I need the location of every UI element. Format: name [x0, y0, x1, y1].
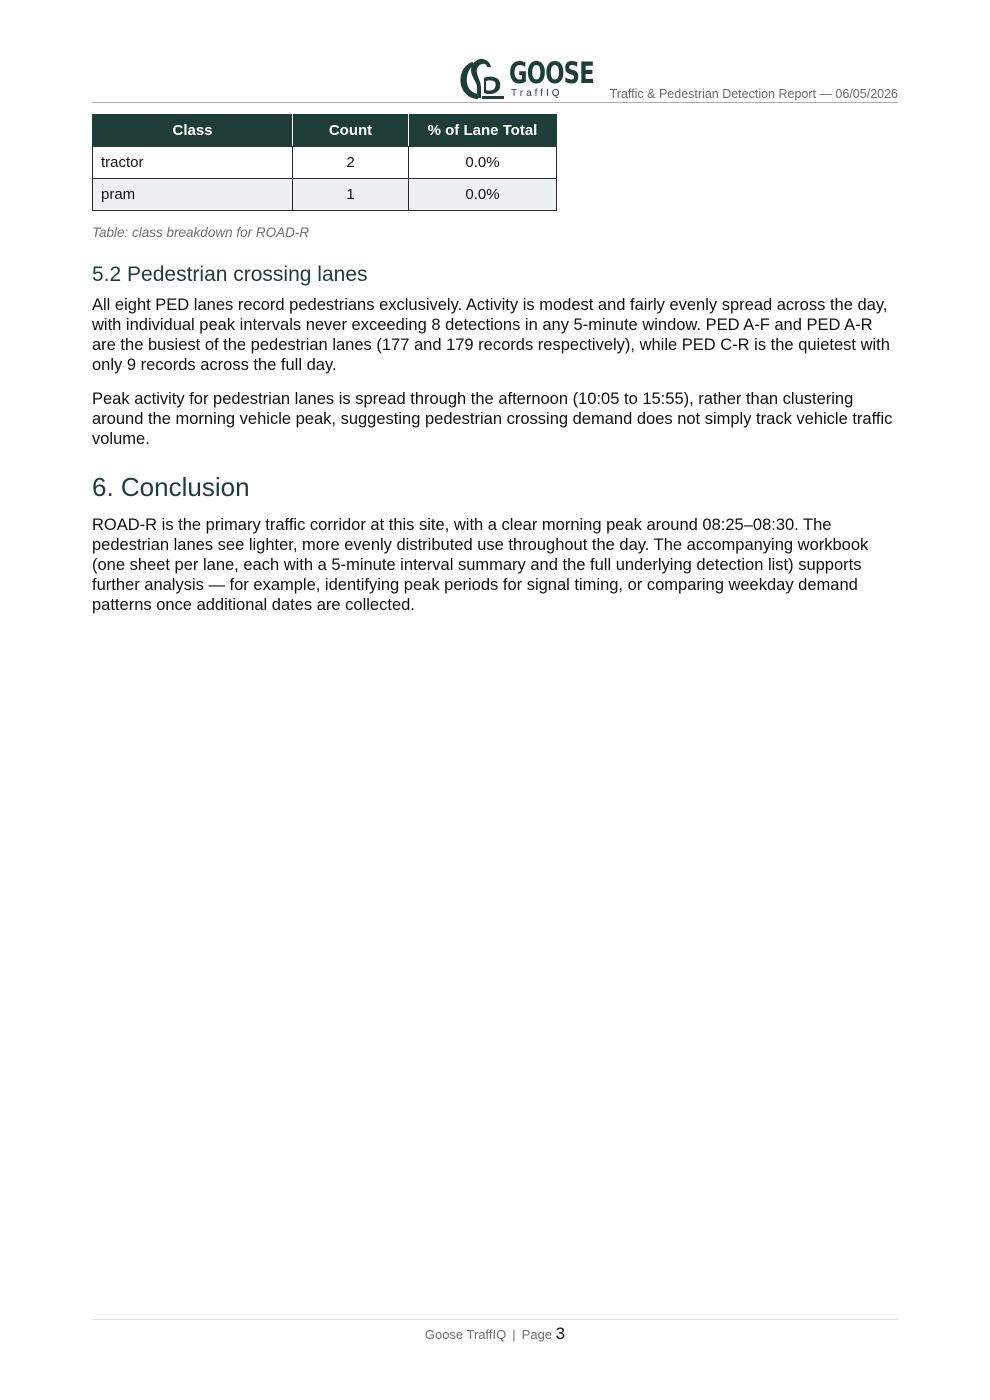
- paragraph-conclusion: ROAD-R is the primary traffic corridor at this site, with a clear morning peak around 08:25–08:30. The pedestrian lanes see lighter, more evenly distributed use throughout the day. The accompanying workbook (one sheet per lane, each with a 5-minute interval summary and the full underlying detection list) supports further analysis — for example, identifying peak periods for signal timing, or comparing weekday demand patterns once additional dates are collected.: [92, 516, 869, 614]
- footer-page-number: 3: [555, 1324, 566, 1343]
- section-heading-pedestrian-lanes: 5.2 Pedestrian crossing lanes: [92, 263, 368, 286]
- cell-pct: 0.0%: [409, 179, 557, 211]
- footer-brand: Goose TraffIQ: [424, 1327, 507, 1342]
- column-header-class: Class: [93, 115, 293, 147]
- cell-class: pram: [93, 179, 293, 211]
- section-heading-conclusion: 6. Conclusion: [92, 472, 250, 502]
- table-row: [93, 179, 557, 211]
- paragraph-pedestrian-peak: Peak activity for pedestrian lanes is spread through the afternoon (10:05 to 15:55), rather than clustering around the morning vehicle peak, suggesting pedestrian crossing demand does not simply track vehicle traffic volume.: [92, 390, 893, 448]
- cell-pct: 0.0%: [409, 147, 557, 179]
- column-header-count: Count: [293, 115, 409, 147]
- table-row: [93, 147, 557, 179]
- report-title: Traffic & Pedestrian Detection Report — 06/05/2026: [609, 87, 898, 101]
- footer-page-label: Page: [521, 1327, 553, 1342]
- logo-subtitle: TraffIQ: [511, 88, 563, 99]
- goose-logo-icon: [458, 58, 508, 100]
- cell-count: 1: [293, 179, 409, 211]
- cell-class: tractor: [93, 147, 293, 179]
- column-header-pct: % of Lane Total: [409, 115, 557, 147]
- class-breakdown-table: [92, 114, 557, 211]
- table-header-row: [93, 115, 557, 147]
- cell-count: 2: [293, 147, 409, 179]
- page-header: [92, 56, 898, 103]
- footer-separator: |: [512, 1327, 516, 1342]
- paragraph-pedestrian-activity: All eight PED lanes record pedestrians exclusively. Activity is modest and fairly evenly spread across the day, with individual peak intervals never exceeding 8 detections in any 5-minute window. PED A-F and PED A-R are the busiest of the pedestrian lanes (177 and 179 records respectively), while PED C-R is the quietest with only 9 records across the full day.: [92, 296, 890, 374]
- page-footer: [92, 1319, 898, 1344]
- logo-wordmark: GOOSE: [509, 56, 594, 90]
- table-caption: Table: class breakdown for ROAD-R: [92, 225, 310, 240]
- brand-logo: [458, 56, 594, 100]
